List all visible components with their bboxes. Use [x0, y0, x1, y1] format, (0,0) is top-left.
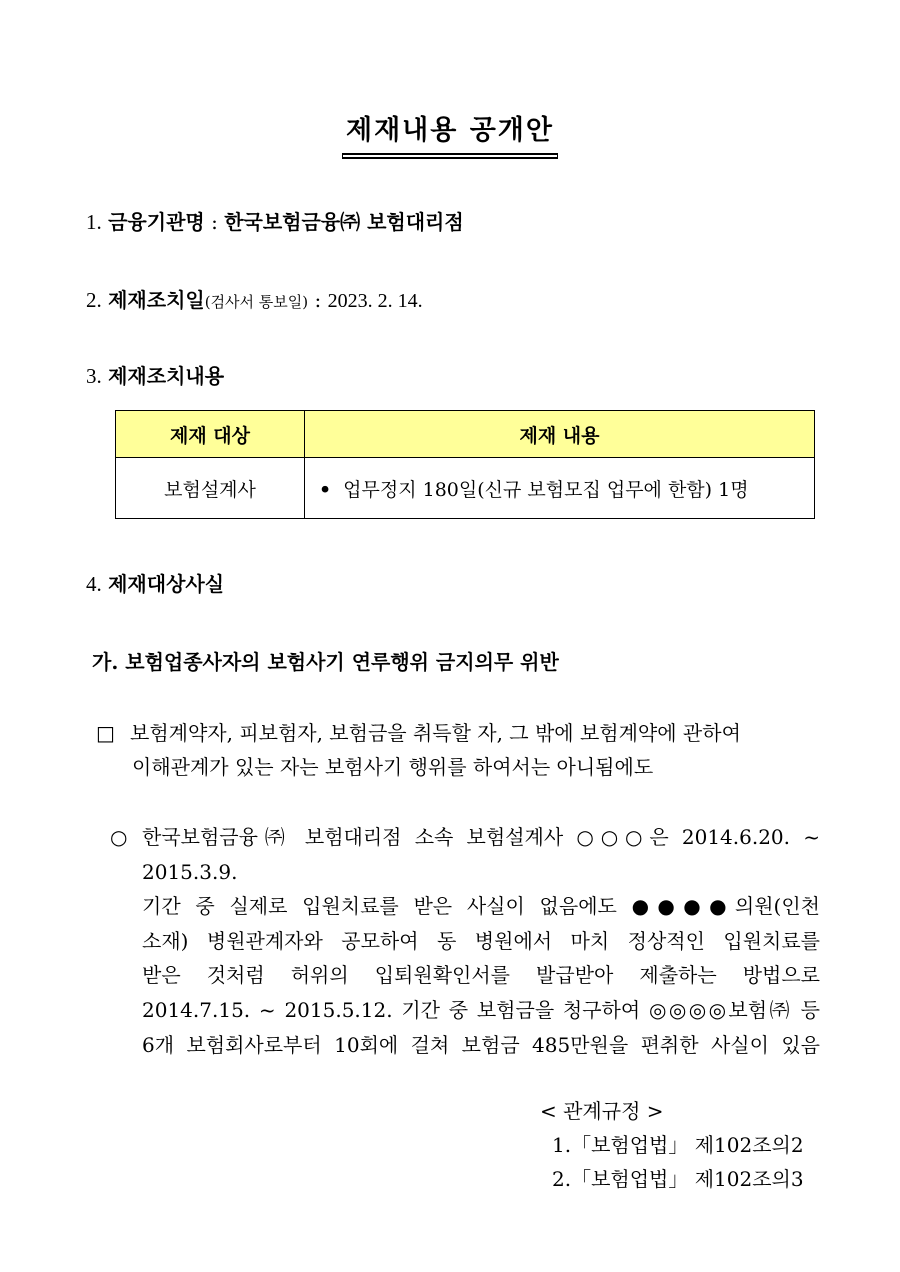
violation-subheading: 가. 보험업종사자의 보험사기 연루행위 금지의무 위반 [92, 650, 559, 674]
table-cell-content [305, 458, 815, 519]
section-2-separator: : [314, 288, 322, 312]
section-2-note: (검사서 통보일) [204, 293, 309, 311]
page-title: 제재내용 공개안 [342, 108, 558, 155]
section-2-label: 제재조치일 [108, 288, 205, 312]
table-header-target: 제재 대상 [116, 411, 305, 458]
circle-paragraph-body [142, 820, 820, 1062]
section-1-number: 1. [86, 210, 102, 234]
bullet-icon: • [319, 478, 332, 501]
regulation-item: 1.「보험업법」 제102조의2 [552, 1133, 804, 1157]
table-header-row [116, 411, 815, 458]
section-4-label: 제재대상사실 [108, 572, 225, 596]
section-2-number: 2. [86, 288, 102, 312]
title-wrap [0, 108, 900, 155]
section-3-label: 제재조치내용 [108, 364, 225, 388]
fact-line: 한국보험금융㈜ 보험대리점 소속 보험설계사 ○○○은 2014.6.20. ~ 2015.3.9. [142, 825, 820, 884]
section-1-separator: : [211, 210, 218, 234]
related-regulations [540, 1094, 804, 1196]
fact-line: 받은 것처럼 허위의 입퇴원확인서를 발급받아 제출하는 방법으로 [142, 963, 820, 988]
section-4 [86, 570, 224, 598]
circle-bullet-icon: ○ [110, 825, 128, 849]
section-2 [86, 286, 423, 316]
institution-name: 한국보험금융㈜ 보험대리점 [224, 210, 464, 234]
fact-line: 기간 중 실제로 입원치료를 받은 사실이 없음에도 ●●●●의원(인천 [142, 894, 820, 919]
fact-line: 2014.7.15. ~ 2015.5.12. 기간 중 보험금을 청구하여 ◎◎◎◎보험㈜ 등 [142, 997, 820, 1022]
box-paragraph [96, 716, 820, 784]
fact-line: 소재) 병원관계자와 공모하여 동 병원에서 마치 정상적인 입원치료를 [142, 928, 820, 953]
box-paragraph-line-1 [96, 716, 820, 750]
table-cell-target: 보험설계사 [116, 458, 305, 519]
fact-line: 6개 보험회사로부터 10회에 걸쳐 보험금 485만원을 편취한 사실이 있음 [142, 1032, 820, 1057]
regulation-item: 2.「보험업법」 제102조의3 [552, 1167, 804, 1191]
section-4-number: 4. [86, 572, 102, 596]
section-3-number: 3. [86, 364, 102, 388]
section-1-label: 금융기관명 [108, 210, 205, 234]
box-paragraph-line-2: 이해관계가 있는 자는 보험사기 행위를 하여서는 아니됨에도 [132, 755, 654, 779]
section-1 [86, 208, 464, 236]
section-3 [86, 362, 224, 390]
checkbox-square-icon: □ [96, 721, 115, 745]
box-paragraph-text-1: 보험계약자, 피보험자, 보험금을 취득할 자, 그 밖에 보험계약에 관하여 [130, 721, 741, 745]
sanction-table [115, 410, 815, 519]
regulations-heading: < 관계규정 > [540, 1099, 664, 1123]
sanction-content-text: 업무정지 180일(신규 보험모집 업무에 한함) 1명 [343, 478, 749, 501]
table-header-content: 제재 내용 [305, 411, 815, 458]
circle-paragraph [110, 820, 820, 1062]
table-row [116, 458, 815, 519]
sanction-date: 2023. 2. 14. [327, 290, 423, 312]
